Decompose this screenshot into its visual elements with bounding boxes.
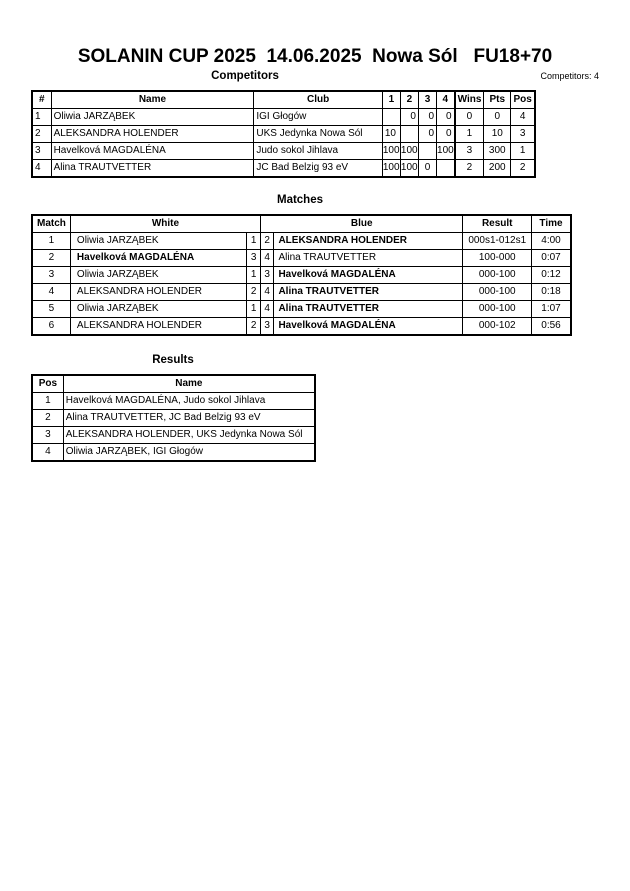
col-header-score-2: 2: [400, 91, 418, 109]
col-header-pos: Pos: [32, 375, 63, 393]
col-header-wins: Wins: [455, 91, 484, 109]
result-name: ALEKSANDRA HOLENDER, UKS Jedynka Nowa Sól: [63, 427, 315, 444]
competitor-row: [32, 160, 535, 178]
white-number: 2: [247, 284, 261, 301]
matches-table: [31, 214, 572, 336]
score-vs-1: 10: [382, 126, 400, 143]
competitor-row: [32, 109, 535, 126]
competitors-heading: Competitors: [211, 70, 279, 82]
white-number: 3: [247, 250, 261, 267]
match-number: 3: [32, 267, 70, 284]
col-header-score-3: 3: [418, 91, 436, 109]
blue-competitor: Havelková MAGDALÉNA: [274, 318, 463, 336]
competitor-row: [32, 126, 535, 143]
competitor-club: JC Bad Belzig 93 eV: [254, 160, 383, 178]
competitor-pos: 1: [511, 143, 535, 160]
competitor-pts: 10: [484, 126, 511, 143]
score-vs-2: 0: [400, 109, 418, 126]
result-row: [32, 427, 315, 444]
competitors-header-row: [32, 91, 535, 109]
match-result: 000-100: [463, 284, 532, 301]
white-number: 1: [247, 301, 261, 318]
results-header-row: [32, 375, 315, 393]
match-row: [32, 284, 571, 301]
blue-competitor: ALEKSANDRA HOLENDER: [274, 233, 463, 250]
score-vs-2: 100: [400, 160, 418, 178]
competitor-club: Judo sokol Jihlava: [254, 143, 383, 160]
result-pos: 3: [32, 427, 63, 444]
white-competitor: Oliwia JARZĄBEK: [70, 301, 247, 318]
white-number: 1: [247, 267, 261, 284]
competitor-row: [32, 143, 535, 160]
match-result: 000-100: [463, 301, 532, 318]
competitor-name: Alina TRAUTVETTER: [51, 160, 254, 178]
match-time: 0:07: [532, 250, 572, 267]
match-time: 0:12: [532, 267, 572, 284]
competitor-wins: 0: [455, 109, 484, 126]
blue-competitor: Alina TRAUTVETTER: [274, 301, 463, 318]
match-number: 1: [32, 233, 70, 250]
result-row: [32, 393, 315, 410]
competitor-club: IGI Głogów: [254, 109, 383, 126]
competitor-pos: 4: [511, 109, 535, 126]
competitors-table: [31, 90, 536, 178]
blue-number: 4: [260, 284, 274, 301]
col-header-pts: Pts: [484, 91, 511, 109]
col-header-number: #: [32, 91, 51, 109]
competitor-name: Havelková MAGDALÉNA: [51, 143, 254, 160]
results-heading: Results: [152, 354, 194, 366]
matches-heading: Matches: [276, 194, 324, 206]
blue-competitor: Havelková MAGDALÉNA: [274, 267, 463, 284]
result-pos: 4: [32, 444, 63, 462]
col-header-pos: Pos: [511, 91, 535, 109]
competitor-name: Oliwia JARZĄBEK: [51, 109, 254, 126]
match-result: 000-102: [463, 318, 532, 336]
match-row: [32, 301, 571, 318]
blue-number: 4: [260, 301, 274, 318]
result-row: [32, 410, 315, 427]
white-competitor: Oliwia JARZĄBEK: [70, 233, 247, 250]
score-vs-2: [400, 126, 418, 143]
competitor-number: 3: [32, 143, 51, 160]
score-vs-3: 0: [418, 126, 436, 143]
score-vs-4: [437, 160, 455, 178]
score-vs-4: 0: [437, 109, 455, 126]
competitor-number: 1: [32, 109, 51, 126]
col-header-name: Name: [63, 375, 315, 393]
col-header-score-1: 1: [382, 91, 400, 109]
match-row: [32, 233, 571, 250]
score-vs-4: 0: [437, 126, 455, 143]
competitor-pos: 2: [511, 160, 535, 178]
competitor-pts: 200: [484, 160, 511, 178]
match-result: 000-100: [463, 267, 532, 284]
col-header-score-4: 4: [437, 91, 455, 109]
blue-competitor: Alina TRAUTVETTER: [274, 284, 463, 301]
score-vs-3: [418, 143, 436, 160]
competitor-name: ALEKSANDRA HOLENDER: [51, 126, 254, 143]
white-competitor: Oliwia JARZĄBEK: [70, 267, 247, 284]
result-row: [32, 444, 315, 462]
match-number: 2: [32, 250, 70, 267]
col-header-club: Club: [254, 91, 383, 109]
match-time: 4:00: [532, 233, 572, 250]
score-vs-3: 0: [418, 109, 436, 126]
score-vs-3: 0: [418, 160, 436, 178]
page-title: SOLANIN CUP 2025 14.06.2025 Nowa Sól FU18+70: [77, 46, 553, 67]
score-vs-1: [382, 109, 400, 126]
col-header-match: Match: [32, 215, 70, 233]
competitor-wins: 1: [455, 126, 484, 143]
match-number: 4: [32, 284, 70, 301]
col-header-white: White: [70, 215, 260, 233]
col-header-result: Result: [463, 215, 532, 233]
competitor-number: 4: [32, 160, 51, 178]
match-time: 0:18: [532, 284, 572, 301]
match-result: 100-000: [463, 250, 532, 267]
result-name: Havelková MAGDALÉNA, Judo sokol Jihlava: [63, 393, 315, 410]
score-vs-4: 100: [437, 143, 455, 160]
blue-number: 4: [260, 250, 274, 267]
score-vs-1: 100: [382, 143, 400, 160]
result-pos: 2: [32, 410, 63, 427]
white-competitor: ALEKSANDRA HOLENDER: [70, 318, 247, 336]
blue-number: 3: [260, 318, 274, 336]
competitor-pts: 0: [484, 109, 511, 126]
match-time: 0:56: [532, 318, 572, 336]
result-pos: 1: [32, 393, 63, 410]
col-header-time: Time: [532, 215, 572, 233]
score-vs-1: 100: [382, 160, 400, 178]
competitor-pos: 3: [511, 126, 535, 143]
competitors-count: Competitors: 4: [540, 71, 599, 81]
blue-competitor: Alina TRAUTVETTER: [274, 250, 463, 267]
result-name: Oliwia JARZĄBEK, IGI Głogów: [63, 444, 315, 462]
col-header-blue: Blue: [260, 215, 463, 233]
matches-header-row: [32, 215, 571, 233]
score-vs-2: 100: [400, 143, 418, 160]
white-competitor: Havelková MAGDALÉNA: [70, 250, 247, 267]
blue-number: 2: [260, 233, 274, 250]
match-number: 6: [32, 318, 70, 336]
white-number: 2: [247, 318, 261, 336]
competitor-wins: 3: [455, 143, 484, 160]
white-number: 1: [247, 233, 261, 250]
match-row: [32, 250, 571, 267]
match-result: 000s1-012s1: [463, 233, 532, 250]
blue-number: 3: [260, 267, 274, 284]
match-time: 1:07: [532, 301, 572, 318]
white-competitor: ALEKSANDRA HOLENDER: [70, 284, 247, 301]
competitor-pts: 300: [484, 143, 511, 160]
competitor-club: UKS Jedynka Nowa Sól: [254, 126, 383, 143]
results-table: [31, 374, 316, 462]
match-row: [32, 267, 571, 284]
competitor-number: 2: [32, 126, 51, 143]
match-number: 5: [32, 301, 70, 318]
match-row: [32, 318, 571, 336]
result-name: Alina TRAUTVETTER, JC Bad Belzig 93 eV: [63, 410, 315, 427]
col-header-name: Name: [51, 91, 254, 109]
competitor-wins: 2: [455, 160, 484, 178]
